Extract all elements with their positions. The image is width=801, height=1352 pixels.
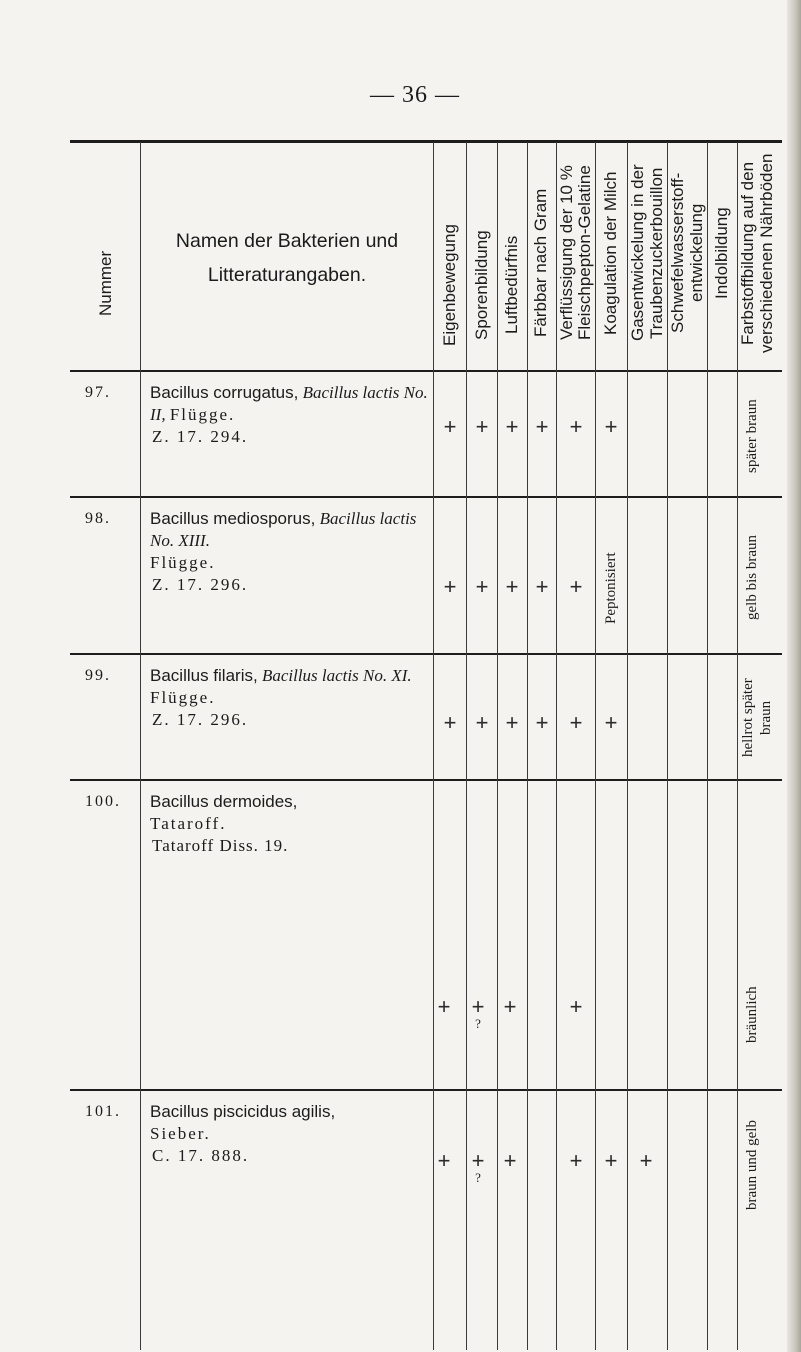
plus-mark: + — [475, 574, 489, 599]
plus-mark: + — [569, 414, 583, 439]
question-mark: ? — [475, 1170, 481, 1185]
row-rule-100 — [70, 1089, 782, 1091]
farbstoff-note-1: hellrot später — [740, 678, 756, 758]
species-name: Bacillus piscicidus agilis, — [150, 1102, 336, 1121]
bacterium-name — [150, 1101, 432, 1167]
header-gram: Färbbar nach Gram — [531, 188, 550, 337]
reference: Z. 17. 294. — [152, 427, 249, 446]
header-bottom-rule — [70, 370, 782, 372]
plus-mark: + — [443, 414, 457, 439]
header-schwefel-1: Schwefelwasserstoff- — [668, 172, 687, 334]
synonym: Bacillus lactis No. XI. — [261, 666, 412, 685]
plus-mark: + — [503, 1148, 517, 1173]
col-rule — [527, 142, 528, 1350]
author: Sieber. — [150, 1124, 211, 1143]
farbstoff-note-2: braun — [758, 700, 774, 736]
species-name: Bacillus mediosporus, — [150, 509, 316, 528]
plus-mark: + — [443, 574, 457, 599]
col-rule — [466, 142, 467, 1350]
table-top-rule — [70, 140, 782, 143]
reference: Z. 17. 296. — [152, 710, 249, 729]
plus-mark: + — [437, 1148, 451, 1173]
plus-mark: + — [604, 414, 618, 439]
plus-mark: + — [569, 994, 583, 1019]
plus-mark: + — [569, 710, 583, 735]
bacterium-name — [150, 665, 432, 731]
plus-mark: + — [471, 1148, 485, 1173]
row-number: 101. — [85, 1103, 121, 1120]
author: Flügge. — [150, 553, 216, 572]
plus-mark: + — [471, 994, 485, 1019]
header-gelatine-2: Fleischpepton-Gelatine — [575, 165, 594, 341]
plus-mark: + — [604, 1148, 618, 1173]
author: Tataroff. — [150, 814, 227, 833]
plus-mark: + — [475, 414, 489, 439]
question-mark: ? — [475, 1016, 481, 1031]
plus-mark: + — [505, 574, 519, 599]
species-name: Bacillus corrugatus, — [150, 383, 299, 402]
plus-mark: + — [604, 710, 618, 735]
author: Flügge. — [169, 405, 236, 424]
col-rule — [497, 142, 498, 1350]
page-edge-shadow — [787, 0, 801, 1352]
plus-mark: + — [505, 414, 519, 439]
synonym: Bacillus lactis No. XIII. — [150, 509, 417, 550]
row-rule-99 — [70, 779, 782, 781]
bacterium-name — [150, 791, 432, 857]
plus-mark: + — [503, 994, 517, 1019]
plus-mark: + — [639, 1148, 653, 1173]
header-luftbeduerfnis: Luftbedürfnis — [502, 235, 521, 335]
farbstoff-note: später braun — [744, 399, 760, 473]
plus-mark: + — [569, 1148, 583, 1173]
row-rule-97 — [70, 496, 782, 498]
species-name: Bacillus dermoides, — [150, 792, 298, 811]
plus-mark: + — [535, 414, 549, 439]
reference: C. 17. 888. — [152, 1146, 250, 1165]
col-rule — [707, 142, 708, 1350]
header-farbstoff-1: Farbstoffbildung auf den — [738, 161, 757, 345]
header-farbstoff-2: verschiedenen Nährböden — [757, 153, 776, 353]
header-name: Namen der Bakterien und Litteraturangaben. — [175, 230, 399, 286]
header-nummer: Nummer — [96, 250, 115, 316]
bacterium-name — [150, 508, 432, 596]
header-schwefel-2: entwickelung — [687, 203, 706, 303]
page-number: — 36 — — [370, 82, 460, 108]
header-sporenbildung: Sporenbildung — [472, 230, 491, 340]
plus-mark: + — [475, 710, 489, 735]
header-gas-1: Gasentwickelung in der — [628, 164, 647, 342]
author: Flügge. — [150, 688, 216, 707]
reference: Z. 17. 296. — [152, 575, 249, 594]
farbstoff-note: braun und gelb — [744, 1120, 760, 1210]
row-rule-98 — [70, 653, 782, 655]
row-number: 100. — [85, 793, 121, 810]
species-name: Bacillus filaris, — [150, 666, 258, 685]
plus-mark: + — [443, 710, 457, 735]
header-indol: Indolbildung — [712, 207, 731, 299]
farbstoff-note: gelb bis braun — [744, 535, 760, 621]
header-milch: Koagulation der Milch — [601, 171, 620, 335]
header-gas-2: Traubenzuckerbouillon — [647, 167, 666, 339]
header-eigenbewegung: Eigenbewegung — [440, 224, 459, 346]
bacterium-name — [150, 382, 432, 448]
col-rule — [595, 142, 596, 1350]
plus-mark: + — [535, 574, 549, 599]
row-number: 97. — [85, 384, 111, 401]
farbstoff-note: bräunlich — [744, 986, 760, 1044]
synonym: Bacillus lactis No. II, — [150, 383, 428, 424]
plus-mark: + — [437, 994, 451, 1019]
row-number: 99. — [85, 667, 111, 684]
plus-mark: + — [505, 710, 519, 735]
reference: Tataroff Diss. 19. — [152, 836, 289, 855]
koagulation-note: Peptonisiert — [603, 552, 619, 624]
col-rule — [140, 142, 141, 1350]
plus-mark: + — [535, 710, 549, 735]
row-number: 98. — [85, 510, 111, 527]
plus-mark: + — [569, 574, 583, 599]
header-gelatine-1: Verflüssigung der 10 % — [557, 165, 576, 341]
